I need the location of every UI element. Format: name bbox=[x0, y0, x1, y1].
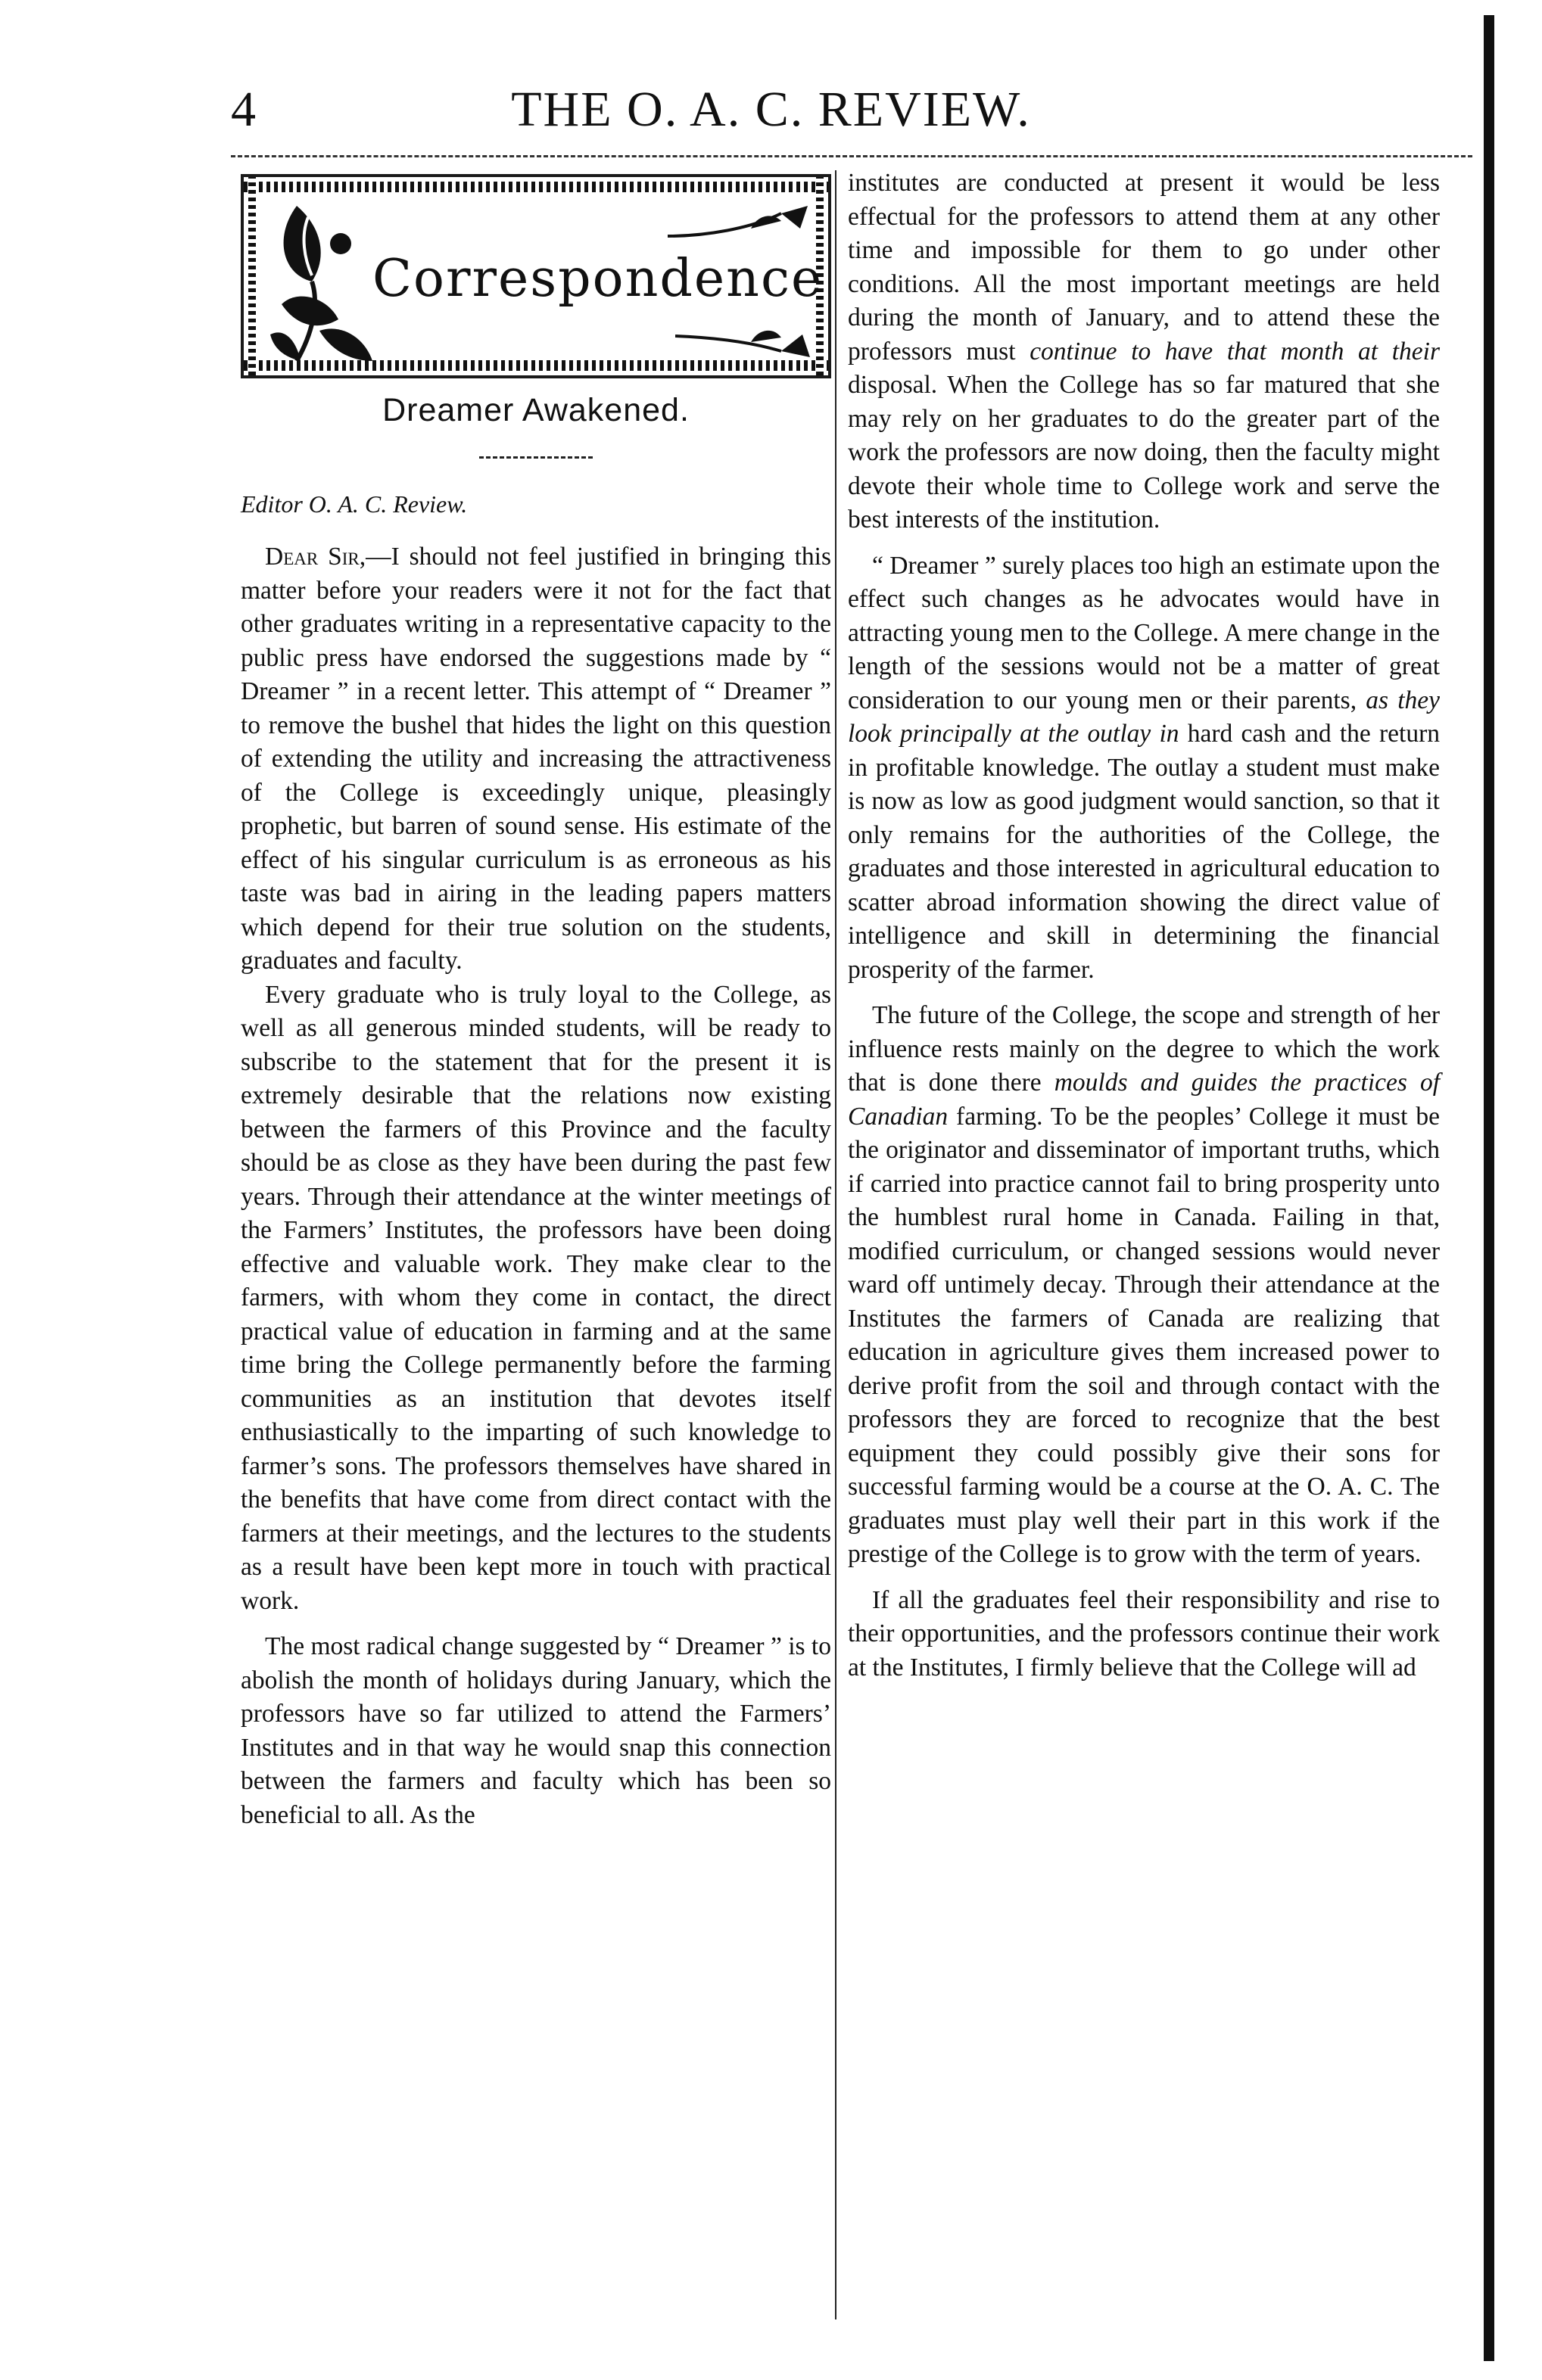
paragraph-text: “ Dreamer ” surely places too high an estimate upon the effect such changes as he advocates would have in attracting young men to the College. A mere change in the length of the sessions would not be a matter of great consideration to our young men or their parents, bbox=[848, 551, 1440, 714]
article-title: Dreamer Awakened. bbox=[382, 392, 690, 428]
italic-text: as they look principally at the outlay in bbox=[848, 686, 1440, 748]
paragraph bbox=[848, 999, 1440, 1572]
paragraph-text: —I should not feel justified in bringing this matter before your readers were it not for the fact that other graduates writing in a representative capacity to the public press have endorsed the suggestions made by “ Dreamer ” in a recent letter. This attempt of “ Dreamer ” to remove the bushel that hides the light on this question of extending the utility and increasing the attractiveness of the College is exceedingly unique, pleasingly prophetic, but barren of sound sense. His estimate of the effect of his singular curriculum is as erroneous as his taste was bad in airing in the leading papers matters which depend for their true solution on the students, graduates and faculty. bbox=[241, 543, 831, 975]
italic-text: moulds and guides the practices of Canadian bbox=[848, 1069, 1441, 1131]
opening-paragraph bbox=[241, 540, 831, 978]
paragraph: If all the graduates feel their responsibility and rise to their opportunities, and the professors continue their work at the Institutes, I firmly believe that the College will ad bbox=[848, 1585, 1440, 1682]
floral-flourish-icon bbox=[668, 206, 811, 244]
paragraph bbox=[848, 166, 1440, 537]
title-rule bbox=[479, 456, 593, 459]
binding-edge-bar bbox=[1484, 15, 1494, 2361]
correspondence-banner bbox=[241, 174, 831, 378]
italic-text: continue to have that month at their bbox=[1030, 337, 1441, 366]
paragraph-text: farming. To be the peoples’ College it must be the originator and disseminator of important truths, which if carried into practice cannot fail to bring prosperity unto the humblest rural home in Canada. Failing in that, modified curriculum, or changed sessions would never ward off untimely decay. Through their attendance at the Institutes the farmers of Canada are realizing that education in agriculture gives them increased power to derive profit from the soil and through contact with the professors they are forced to recognize that the best equipment they could possibly give their sons for successful farming would be a course at the O. A. C. The graduates must play well their part in this work if the prestige of the College is to grow with the term of years. bbox=[848, 1102, 1440, 1568]
floral-flourish-icon bbox=[675, 321, 811, 359]
left-column bbox=[241, 166, 831, 1832]
paragraph-text: institutes are conducted at present it would be less effectual for the professors to attend them at any other time and impossible for them to go under other conditions. All the most important meetings are held during the month of January, and to attend these the professors must bbox=[848, 169, 1440, 366]
column-divider bbox=[835, 170, 836, 2319]
header-rule bbox=[231, 155, 1472, 157]
page-number: 4 bbox=[231, 82, 256, 137]
paragraph-text: hard cash and the return in profitable knowledge. The outlay a student must make is now as low as good judgment would sanction, so that it only remains for the authorities of the College, the graduates and those interested in agricultural education to scatter abroad information showing the direct value of intelligence and skill in determining the financial prosperity of the farmer. bbox=[848, 720, 1440, 984]
banner-border-left bbox=[248, 177, 256, 375]
calla-lily-icon bbox=[266, 191, 380, 369]
addressee-line: Editor O. A. C. Review. bbox=[241, 490, 468, 518]
salutation: Dear Sir, bbox=[265, 543, 366, 571]
paragraph-text: The future of the College, the scope and strength of her influence rests mainly on the degree to which the work that is done there bbox=[848, 1001, 1440, 1097]
banner-title: Correspondence bbox=[372, 249, 824, 309]
paragraph-text: disposal. When the College has so far matured that she may rely on her graduates to do the greater part of the work the professors are now doing, then the faculty might devote their whole time to College work and serve the best interests of the institution. bbox=[848, 371, 1440, 534]
paragraph: The most radical change suggested by “ Dreamer ” is to abolish the month of holidays during January, which the professors have so far utilized to attend the Farmers’ Institutes and in that way he would snap this connection between the farmers and faculty which has been so beneficial to all. As the bbox=[241, 1632, 831, 1829]
paragraph bbox=[848, 549, 1440, 988]
paragraph: Every graduate who is truly loyal to the College, as well as all generous minded students, will be ready to subscribe to the statement that for the present it is extremely desirable that the relations now existing between the farmers of this Province and the faculty should be as close as they have been during the past few years. Through their attendance at the winter meetings of the Farmers’ Institutes, the professors have been doing effective and valuable work. They make clear to the farmers, with whom they come in contact, the direct practical value of education in farming and at the same time bring the College permanently before the farming communities as an institution that devotes itself enthusiastically to the imparting of such knowledge to farmer’s sons. The professors themselves have shared in the benefits that have come from direct contact with the farmers at their meetings, and the lectures to the students as a result have been kept more in touch with practical work. bbox=[241, 980, 831, 1615]
right-column bbox=[848, 166, 1440, 1685]
running-head: THE O. A. C. REVIEW. bbox=[511, 82, 1031, 137]
